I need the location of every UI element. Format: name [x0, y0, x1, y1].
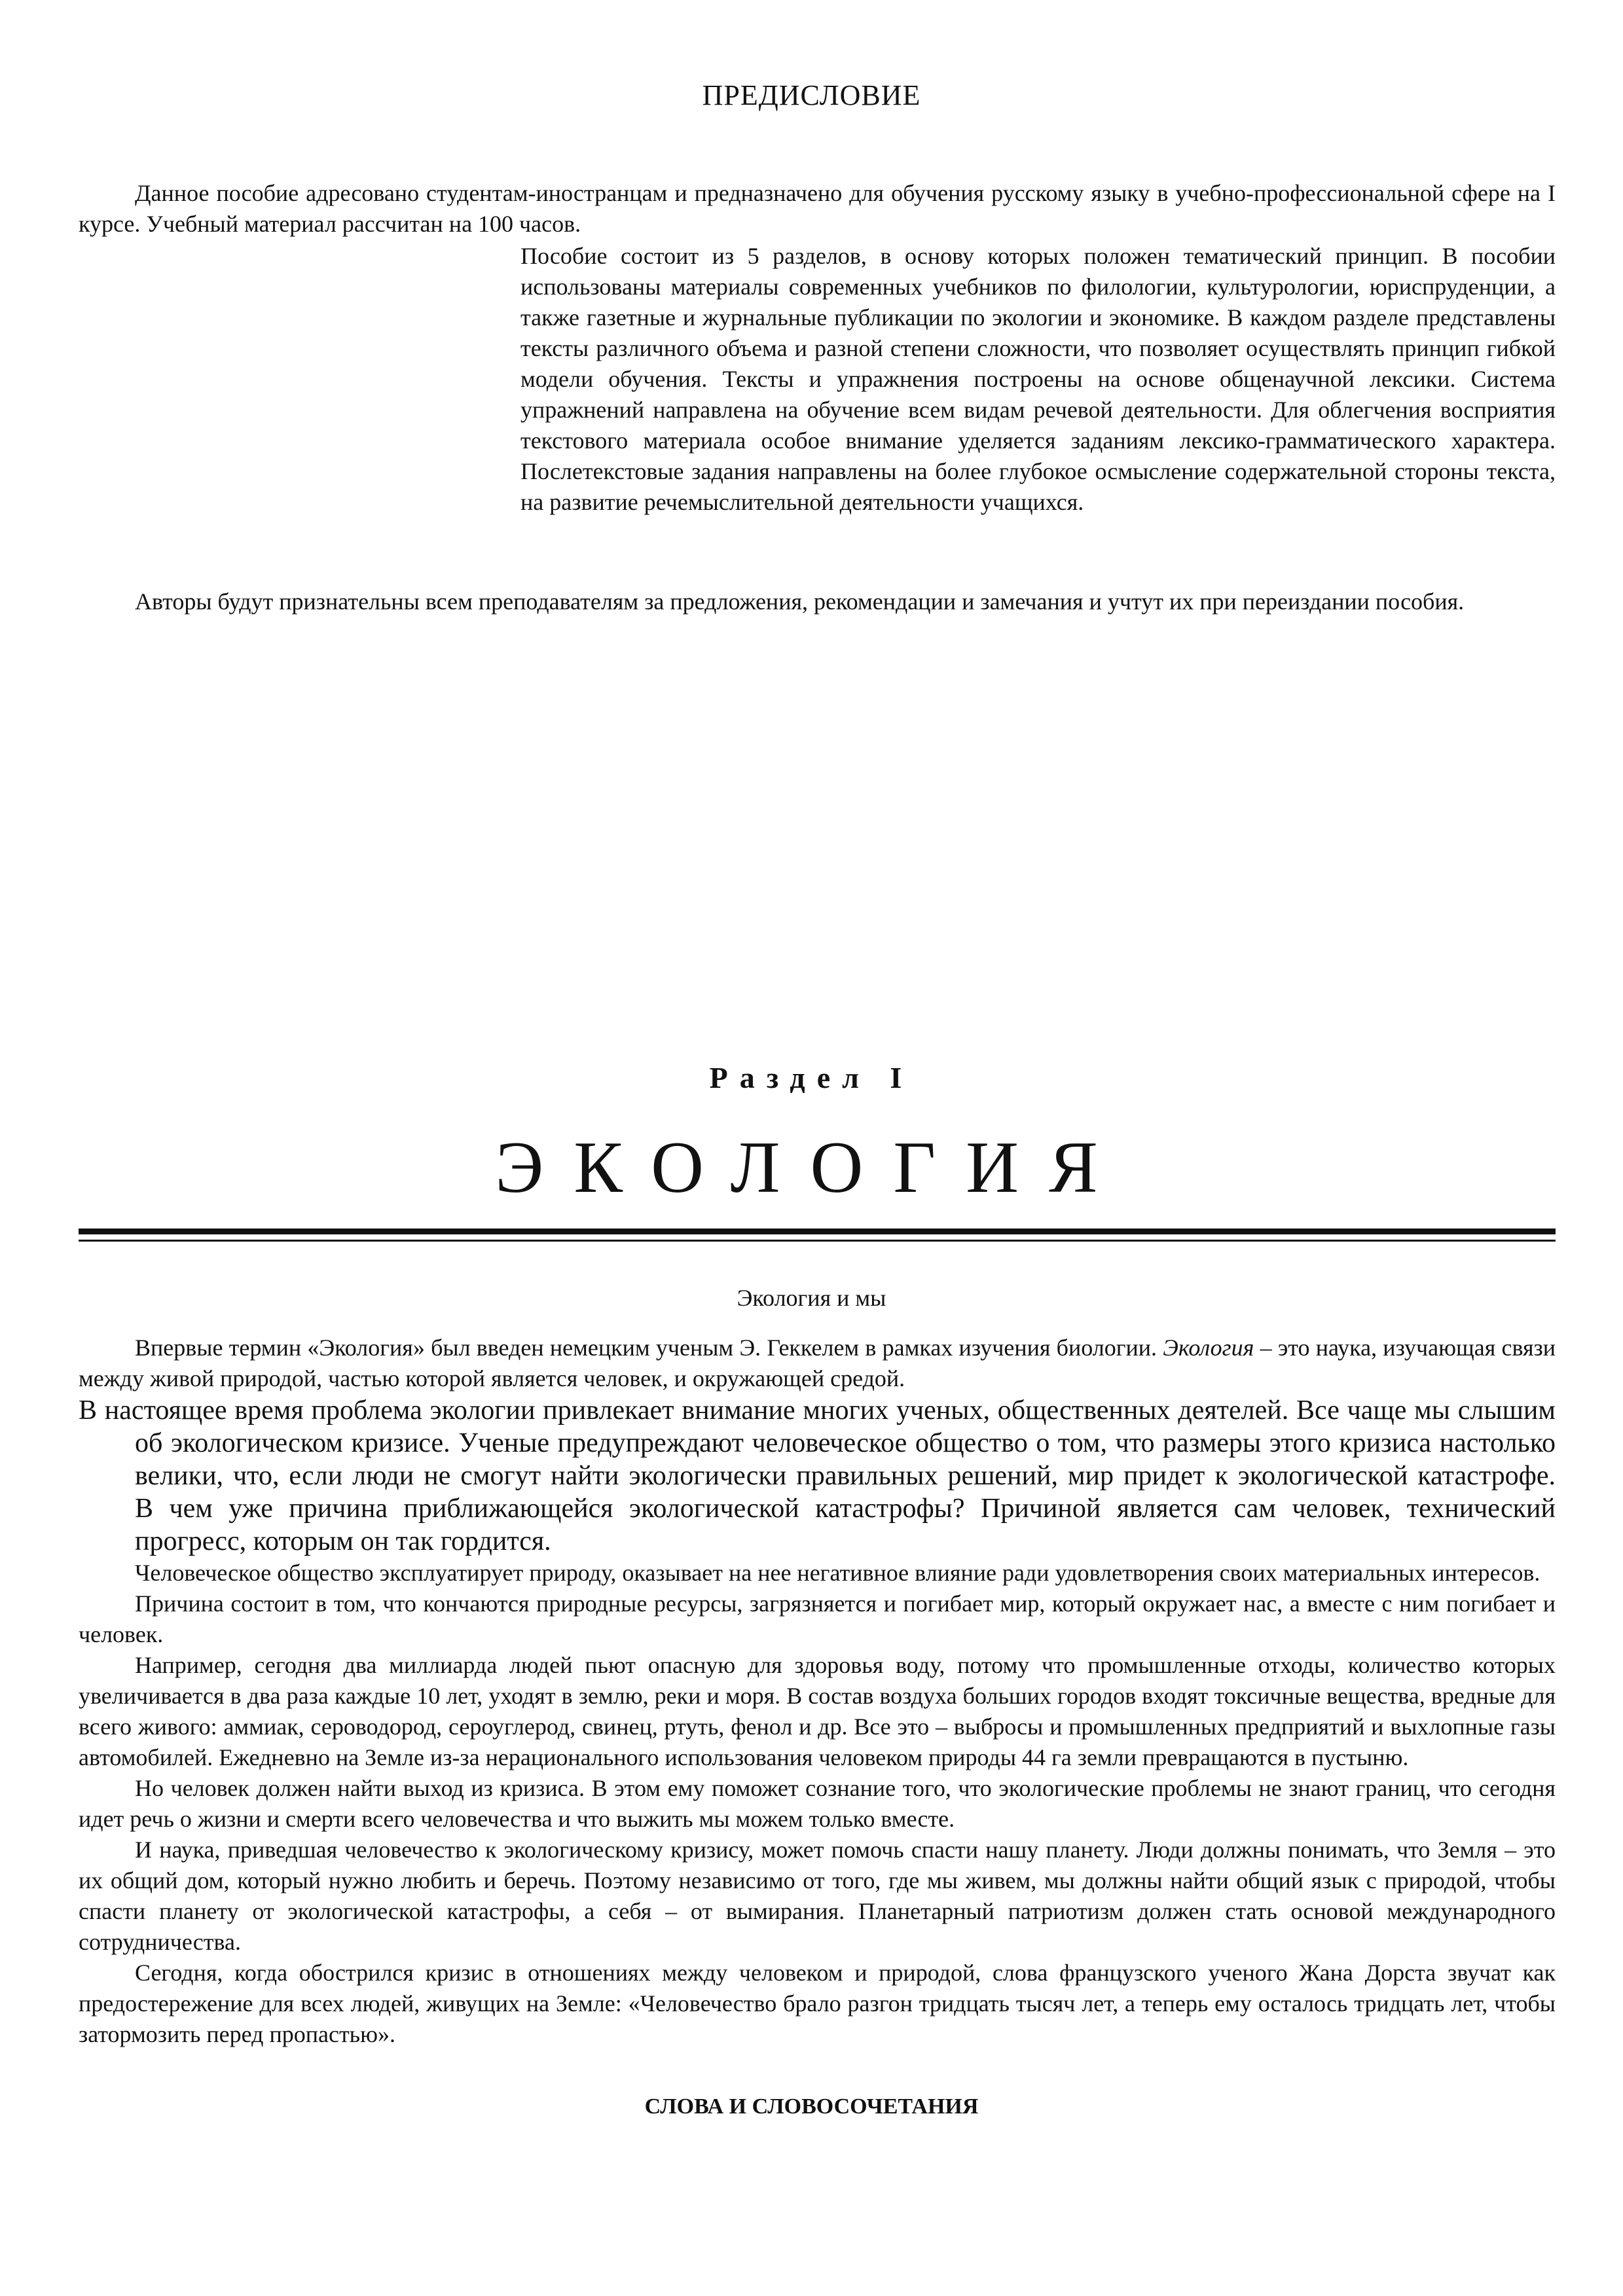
article-body [79, 1333, 1604, 2050]
article-paragraph-2: В настоящее время проблема экологии привлекает внимание многих ученых, общественных деятелей. Все чаще мы слышим об экологическом кризисе. Ученые предупреждают человеческое общество о том, что размеры этого кризиса настолько велики, что, если люди не смогут найти экологически правильных решений, мир придет к экологической катастрофе. В чем уже причина приближающейся экологической катастрофы? Причиной является сам человек, технический прогресс, которым он так гордится. [79, 1395, 1604, 1556]
section-label: Раздел I [709, 1061, 914, 1094]
article-paragraph-8: Сегодня, когда обострился кризис в отношениях между человеком и природой, слова французского ученого Жана Дорста звучат как предостережение для всех людей, живущих на Земле: «Человечество брало разгон тридцать тысяч лет, а теперь ему осталось тридцать лет, чтобы затормозить перед пропастью». [79, 1960, 1556, 2047]
section-divider-thin [79, 1240, 1556, 1242]
article-paragraph-6: Но человек должен найти выход из кризиса. В этом ему поможет сознание того, что экологические проблемы не знают границ, что сегодня идет речь о жизни и смерти всего человечества и что выжить мы можем только вместе. [79, 1775, 1556, 1832]
article-paragraph-4: Причина состоит в том, что кончаются природные ресурсы, загрязняется и погибает мир, который окружает нас, а вместе с ним погибает и человек. [79, 1590, 1556, 1647]
words-heading: СЛОВА И СЛОВОСОЧЕТАНИЯ [644, 2094, 979, 2119]
preface-paragraph-2: Пособие состоит из 5 разделов, в основу которых положен тематический принцип. В пособии использованы материалы современных учебников по филологии, культурологии, юриспруденции, а также газетные и журнальные публикации по экологии и экономике. В каждом разделе представлены тексты различного объема и разной степени сложности, что позволяет осуществлять принцип гибкой модели обучения. Тексты и упражнения построены на основе общенаучной лексики. Система упражнений направлена на обучение всем видам речевой деятельности. Для облегчения восприятия текстового материала особое внимание уделяется заданиям лексико-грамматического характера. Послетекстовые задания направлены на более глубокое осмысление содержательной стороны текста, на развитие речемыслительной деятельности учащихся. [520, 243, 1556, 515]
preface-paragraph-3 [79, 586, 1556, 617]
preface-p3-text: Авторы будут признательны всем преподавателям за предложения, рекомендации и замечания и учтут их при переиздании пособия. [135, 588, 1465, 615]
article-paragraph-3: Человеческое общество эксплуатирует природу, оказывает на нее негативное влияние ради удовлетворения своих материальных интересов. [135, 1560, 1541, 1586]
preface-p1-text: Данное пособие адресовано студентам-иностранцам и предназначено для обучения русскому языку в учебно-профессиональной сфере на I курсе. Учебный материал рассчитан на 100 часов. [79, 180, 1556, 237]
article-p1-end: – это наука, изучающая связи между живой природой, частью которой является человек, и окружающей средой. [79, 1335, 1556, 1391]
article-paragraph-5: Например, сегодня два миллиарда людей пьют опасную для здоровья воду, потому что промышленные отходы, количество которых увеличивается в два раза каждые 10 лет, уходят в землю, реки и моря. В состав воздуха больших городов входят токсичные вещества, вредные для всего живого: аммиак, сероводород, сероуглерод, свинец, ртуть, фенол и др. Все это – выбросы и промышленных предприятий и выхлопные газы автомобилей. Ежедневно на Земле из-за нерационального использования человеком природы 44 га земли превращаются в пустыню. [79, 1652, 1556, 1770]
article-p1-start: Впервые термин «Экология» был введен немецким ученым Э. Геккелем в рамках изучения биологии. [135, 1335, 1158, 1361]
preface-title: ПРЕДИСЛОВИЕ [702, 79, 921, 111]
article-p1-term: Экология [1163, 1335, 1254, 1361]
preface-paragraph-1 [79, 178, 1556, 240]
article-title: Экология и мы [737, 1285, 886, 1311]
article-paragraph-7: И наука, приведшая человечество к экологическому кризису, может помочь спасти нашу планету. Люди должны понимать, что Земля – это их общий дом, который нужно любить и беречь. Поэтому независимо от того, где мы живем, мы должны найти общий язык с природой, чтобы спасти планету от экологической катастрофы, а себя – от вымирания. Планетарный патриотизм должен стать основой международного сотрудничества. [79, 1837, 1556, 1955]
article-paragraph-1 [79, 1333, 1556, 1394]
section-title: ЭКОЛОГИЯ [495, 1127, 1128, 1208]
section-divider-thick [79, 1229, 1556, 1234]
